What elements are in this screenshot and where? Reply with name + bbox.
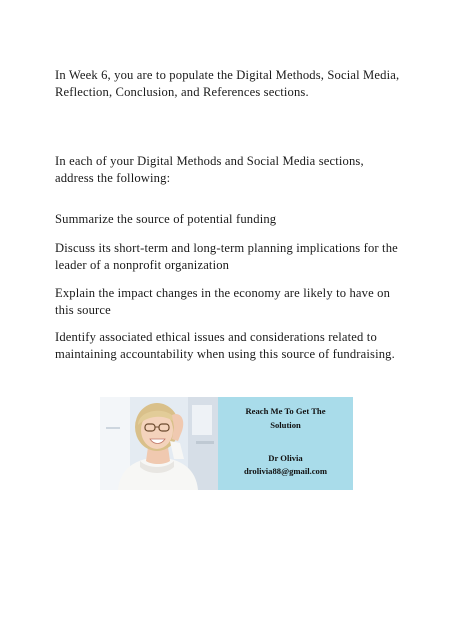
banner-headline-line1: Reach Me To Get The bbox=[245, 406, 326, 416]
contact-banner bbox=[100, 397, 353, 490]
intro-paragraph: In Week 6, you are to populate the Digital Methods, Social Media, Reflection, Conclusion, and References sections. bbox=[55, 68, 400, 99]
contact-name: Dr Olivia bbox=[268, 453, 303, 463]
address-paragraph: In each of your Digital Methods and Social Media sections, address the following: bbox=[55, 154, 364, 185]
identify-paragraph: Identify associated ethical issues and considerations related to maintaining accountability when using this source of fundraising. bbox=[55, 330, 395, 361]
banner-headline-line2: Solution bbox=[270, 420, 301, 430]
discuss-paragraph: Discuss its short-term and long-term planning implications for the leader of a nonprofit organization bbox=[55, 241, 398, 272]
contact-email: drolivia88@gmail.com bbox=[243, 466, 328, 476]
woman-photo bbox=[100, 397, 218, 490]
summarize-paragraph: Summarize the source of potential funding bbox=[55, 212, 277, 226]
contact-info-panel bbox=[218, 397, 353, 490]
explain-paragraph: Explain the impact changes in the economy are likely to have on this source bbox=[55, 286, 391, 317]
